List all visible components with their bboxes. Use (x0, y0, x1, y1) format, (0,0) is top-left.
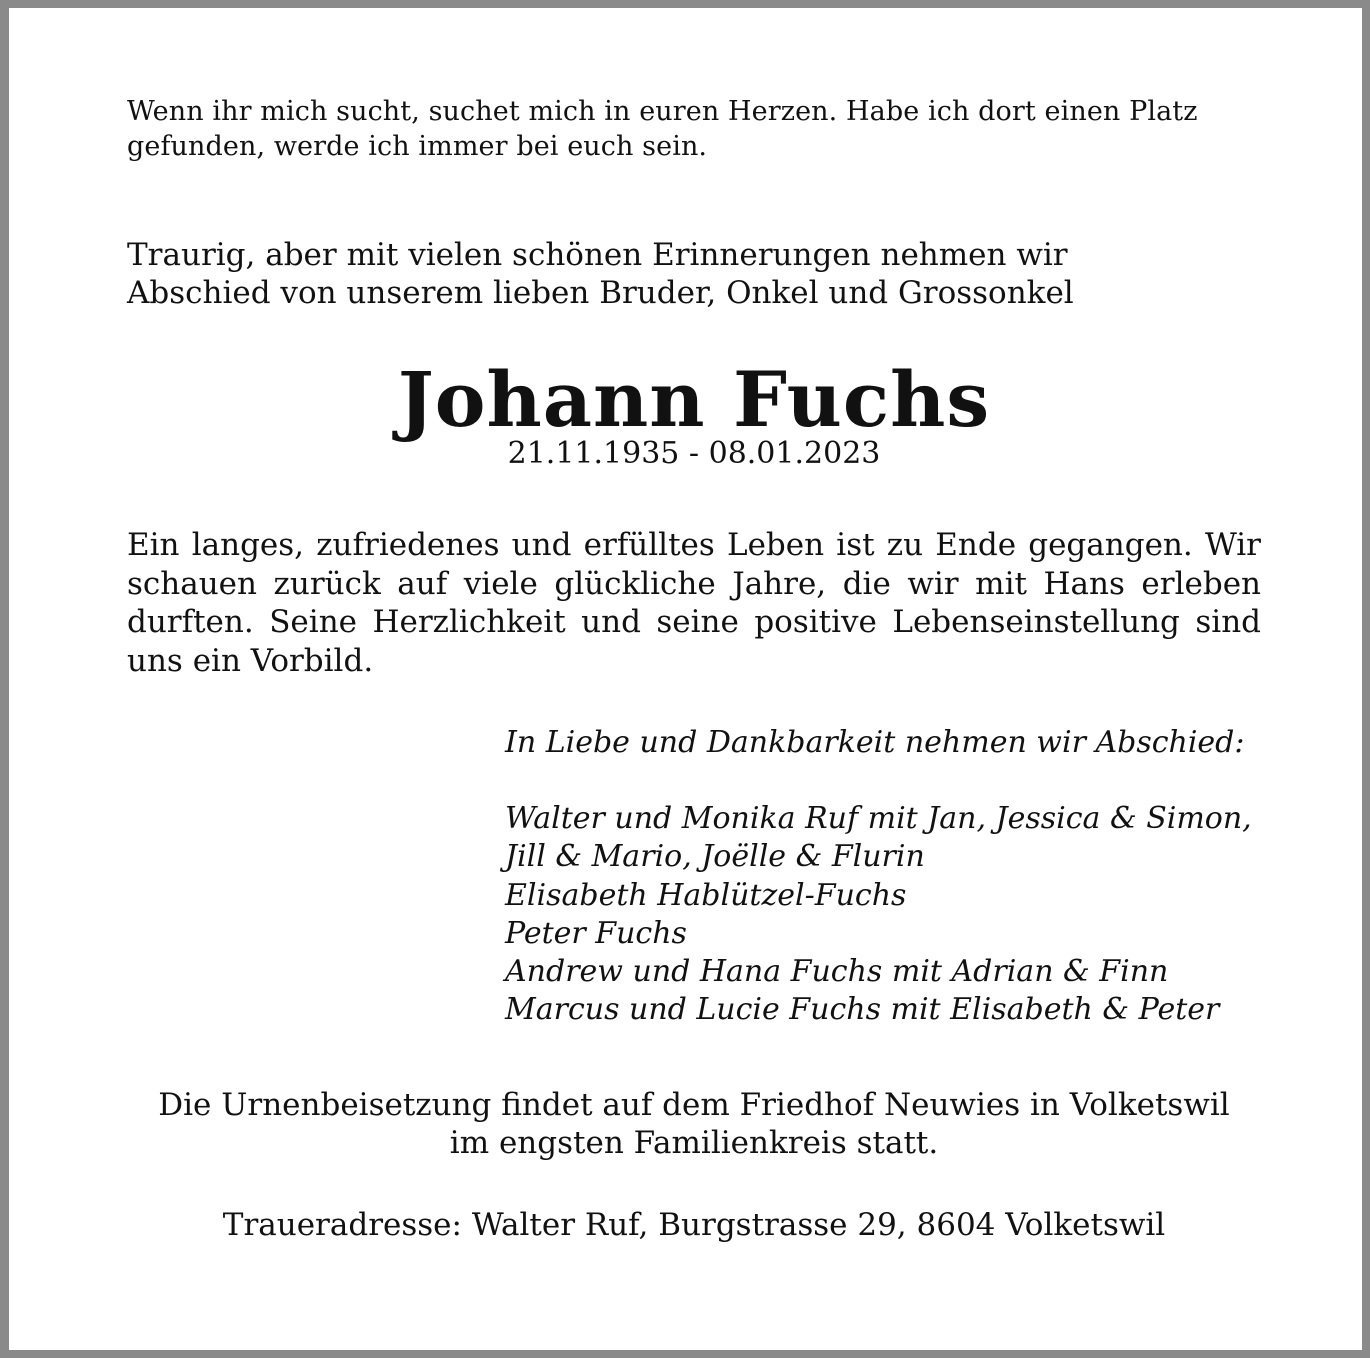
mourners-block (505, 724, 1261, 1030)
tribute-paragraph: Ein langes, zufriedenes und erfülltes Leben ist zu Ende gegangen. Wir schauen zurück auf viele glückliche Jahre, die wir mit Hans erleben durften. Seine Herzlichkeit und seine positive Lebenseinstellung sind uns ein Vorbild. (127, 527, 1261, 679)
burial-line-1: Die Urnenbeisetzung findet auf dem Friedhof Neuwies in Volketswil (158, 1086, 1230, 1123)
mourner-line: Peter Fuchs (505, 915, 687, 951)
intro-text (127, 236, 1261, 312)
mourning-address: Traueradresse: Walter Ruf, Burgstrasse 29, 8604 Volketswil (222, 1206, 1166, 1243)
mourner-line: Jill & Mario, Joëlle & Flurin (505, 839, 925, 875)
deceased-name: Johann Fuchs (397, 355, 991, 444)
mourner-line: Elisabeth Hablützel-Fuchs (505, 877, 907, 913)
life-dates: 21.11.1935 - 08.01.2023 (507, 436, 881, 471)
motto-line-1: Wenn ihr mich sucht, suchet mich in euren Herzen. Habe ich dort einen Platz (127, 96, 1198, 127)
mourner-line: Marcus und Lucie Fuchs mit Elisabeth & Peter (505, 992, 1220, 1028)
mourner-line: Andrew und Hana Fuchs mit Adrian & Finn (505, 954, 1169, 990)
obituary-content (127, 94, 1261, 1244)
burial-notice (127, 1086, 1261, 1162)
mourner-line: Walter und Monika Ruf mit Jan, Jessica & Simon, (505, 801, 1252, 836)
intro-line-1: Traurig, aber mit vielen schönen Erinnerungen nehmen wir (127, 237, 1068, 273)
mourners-list (505, 800, 1261, 1030)
burial-line-2: im engsten Familienkreis statt. (449, 1124, 939, 1161)
farewell-heading: In Liebe und Dankbarkeit nehmen wir Abschied: (505, 725, 1245, 760)
motto-quote (127, 94, 1261, 164)
motto-line-2: gefunden, werde ich immer bei euch sein. (127, 131, 708, 162)
intro-line-2: Abschied von unserem lieben Bruder, Onkel und Grossonkel (127, 275, 1074, 311)
